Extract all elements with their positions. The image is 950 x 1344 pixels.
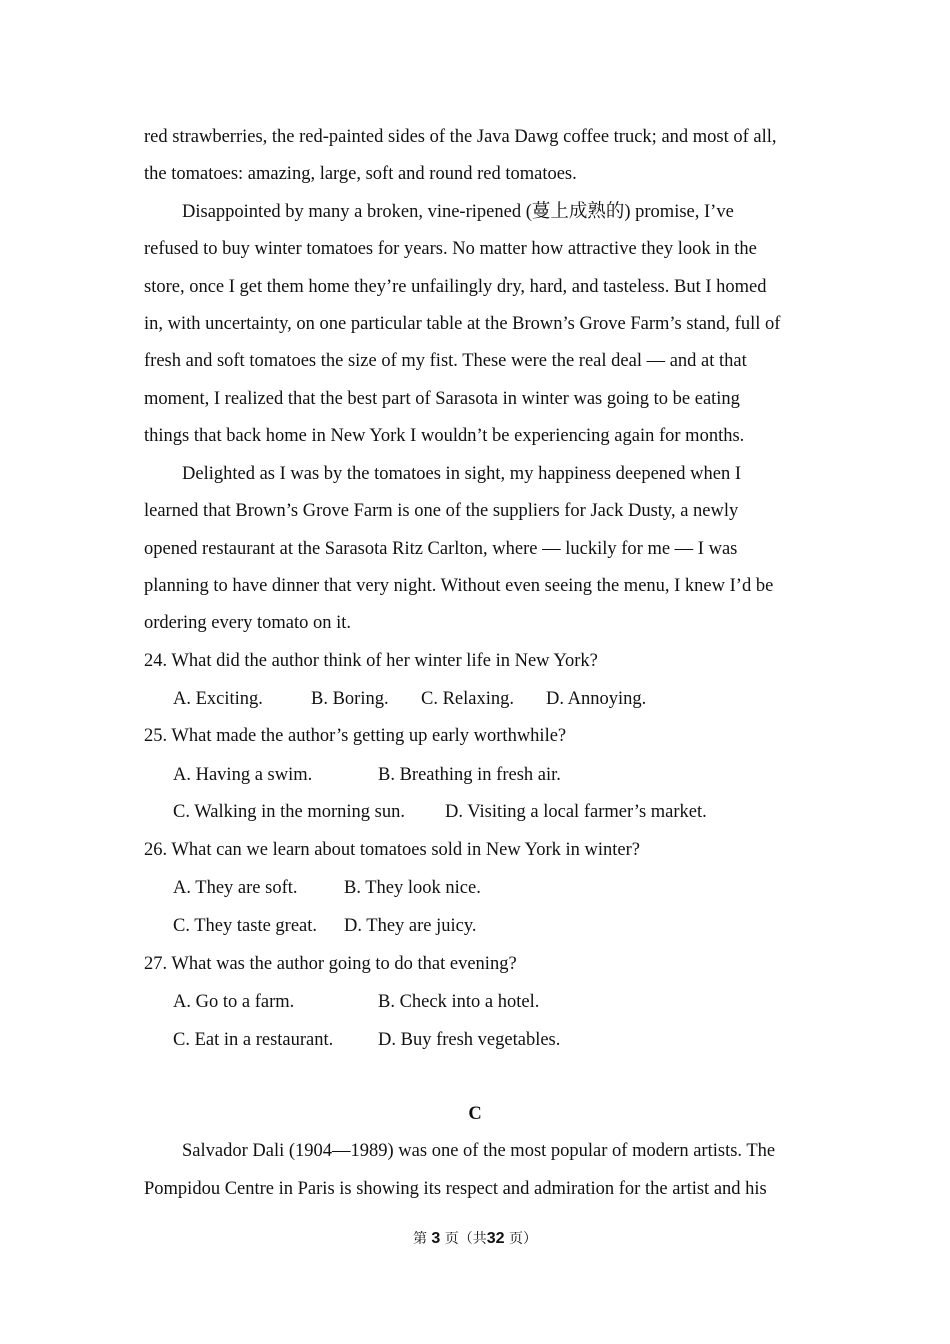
passage-line: moment, I realized that the best part of Sarasota in winter was going to be eating [144,389,740,409]
option-b: B. They look nice. [344,878,481,898]
option-a: A. Exciting. [173,689,263,709]
option-c: C. Eat in a restaurant. [173,1030,334,1050]
question-stem: 24. What did the author think of her winter life in New York? [144,651,598,671]
option-a: A. Having a swim. [173,765,313,785]
passage-line: store, once I get them home they’re unfailingly dry, hard, and tasteless. But I homed [144,277,767,297]
option-c: C. Relaxing. [421,689,515,709]
option-a: A. Go to a farm. [173,992,295,1012]
paragraph-start-line: Salvador Dali (1904—1989) was one of the most popular of modern artists. The [182,1141,776,1161]
passage-line: in, with uncertainty, on one particular table at the Brown’s Grove Farm’s stand, full of [144,314,781,334]
passage-line: planning to have dinner that very night. Without even seeing the menu, I knew I’d be [144,576,774,596]
option-d: D. They are juicy. [344,916,477,936]
passage-line: ordering every tomato on it. [144,613,352,633]
option-a: A. They are soft. [173,878,298,898]
option-d: D. Annoying. [546,689,647,709]
question-stem: 27. What was the author going to do that evening? [144,954,517,974]
footer-middle: 页（共 [444,1231,487,1247]
option-d: D. Visiting a local farmer’s market. [445,802,707,822]
option-d: D. Buy fresh vegetables. [378,1030,561,1050]
page-footer [0,1228,950,1250]
current-page-number: 3 [431,1230,441,1247]
passage-line: learned that Brown’s Grove Farm is one of the suppliers for Jack Dusty, a newly [144,501,739,521]
passage-line: opened restaurant at the Sarasota Ritz Carlton, where — luckily for me — I was [144,539,738,559]
passage-line: Pompidou Centre in Paris is showing its respect and admiration for the artist and his [144,1179,767,1199]
paragraph-start-line: Disappointed by many a broken, vine-ripened (蔓上成熟的) promise, I’ve [182,202,734,222]
question-stem: 26. What can we learn about tomatoes sold in New York in winter? [144,840,640,860]
passage-line: fresh and soft tomatoes the size of my fist. These were the real deal — and at that [144,351,747,371]
passage-line: refused to buy winter tomatoes for years. No matter how attractive they look in the [144,239,757,259]
option-b: B. Boring. [311,689,389,709]
option-b: B. Breathing in fresh air. [378,765,561,785]
passage-line: the tomatoes: amazing, large, soft and round red tomatoes. [144,164,577,184]
option-c: C. Walking in the morning sun. [173,802,405,822]
option-c: C. They taste great. [173,916,318,936]
paragraph-start-line: Delighted as I was by the tomatoes in sight, my happiness deepened when I [182,464,741,484]
passage-line: things that back home in New York I wouldn’t be experiencing again for months. [144,426,745,446]
option-b: B. Check into a hotel. [378,992,540,1012]
section-heading: C [468,1104,482,1124]
passage-line: red strawberries, the red-painted sides of the Java Dawg coffee truck; and most of all, [144,127,777,147]
question-stem: 25. What made the author’s getting up early worthwhile? [144,726,567,746]
footer-prefix: 第 [412,1231,427,1247]
total-pages-number: 32 [486,1230,505,1247]
footer-suffix: 页） [509,1231,538,1247]
